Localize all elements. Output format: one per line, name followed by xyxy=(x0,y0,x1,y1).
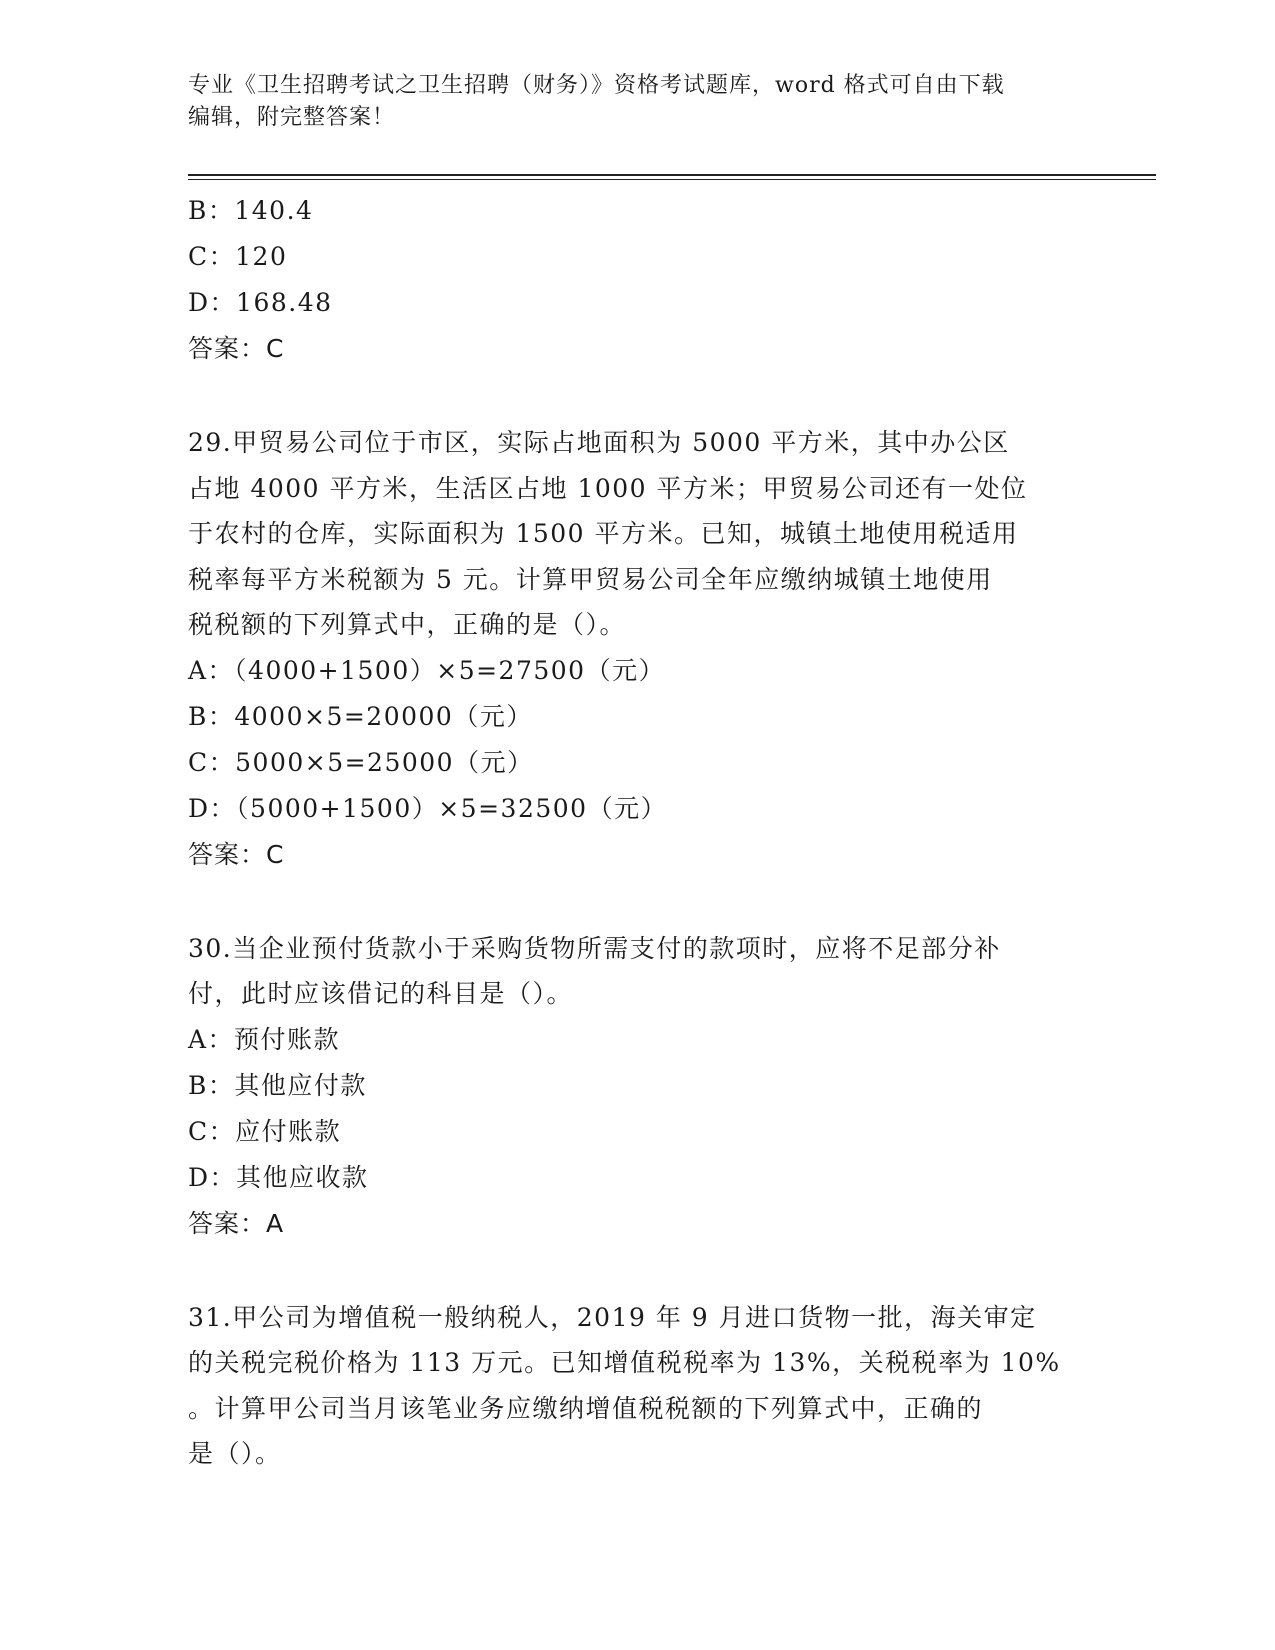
option-b: B：其他应付款 xyxy=(188,1070,367,1100)
spacer xyxy=(188,372,1088,420)
option-a: A：预付账款 xyxy=(188,1024,341,1054)
answer: 答案：C xyxy=(188,839,285,869)
question-text-line: 付，此时应该借记的科目是（）。 xyxy=(188,979,574,1008)
question-text-line: 。计算甲公司当月该笔业务应缴纳增值税税额的下列算式中，正确的 xyxy=(188,1393,984,1423)
header-line-2: 编辑，附完整答案！ xyxy=(188,105,396,130)
answer: 答案：C xyxy=(188,334,285,363)
page-header xyxy=(188,70,1068,134)
question-text-line: 31.甲公司为增值税一般纳税人，2019 年 9 月进口货物一批，海关审定 xyxy=(188,1302,1037,1332)
option-c: C：120 xyxy=(188,242,288,271)
question-29 xyxy=(188,420,1088,878)
option-c: C：应付账款 xyxy=(188,1116,342,1146)
option-b: B：4000×5=20000（元） xyxy=(188,701,533,731)
question-text-line: 于农村的仓库，实际面积为 1500 平方米。已知，城镇土地使用税适用 xyxy=(188,519,1019,548)
question-text-line: 的关税完税价格为 113 万元。已知增值税税率为 13%，关税税率为 10% xyxy=(188,1348,1061,1377)
header-line-1: 专业《卫生招聘考试之卫生招聘（财务）》资格考试题库，word 格式可自由下载 xyxy=(188,73,1005,98)
question-31 xyxy=(188,1295,1088,1477)
question-text-line: 30.当企业预付货款小于采购货物所需支付的款项时，应将不足部分补 xyxy=(188,933,1001,963)
question-30 xyxy=(188,926,1088,1247)
question-text-line: 税率每平方米税额为 5 元。计算甲贸易公司全年应缴纳城镇土地使用 xyxy=(188,564,993,594)
answer: 答案：A xyxy=(188,1208,285,1238)
question-text-line: 是（）。 xyxy=(188,1439,282,1468)
spacer xyxy=(188,878,1088,926)
spacer xyxy=(188,1247,1088,1295)
option-b: B：140.4 xyxy=(188,196,314,225)
question-text-line: 税税额的下列算式中，正确的是（）。 xyxy=(188,610,627,639)
option-d: D：（5000+1500）×5=32500（元） xyxy=(188,793,668,823)
option-c: C：5000×5=25000（元） xyxy=(188,747,534,777)
option-a: A：（4000+1500）×5=27500（元） xyxy=(188,655,666,685)
option-d: D：168.48 xyxy=(188,288,333,317)
header-divider xyxy=(188,174,1156,180)
question-28 xyxy=(188,188,1088,372)
question-content xyxy=(188,188,1088,1477)
option-d: D：其他应收款 xyxy=(188,1162,369,1192)
question-text-line: 29.甲贸易公司位于市区，实际占地面积为 5000 平方米，其中办公区 xyxy=(188,428,1010,457)
question-text-line: 占地 4000 平方米，生活区占地 1000 平方米；甲贸易公司还有一处位 xyxy=(188,473,1028,503)
